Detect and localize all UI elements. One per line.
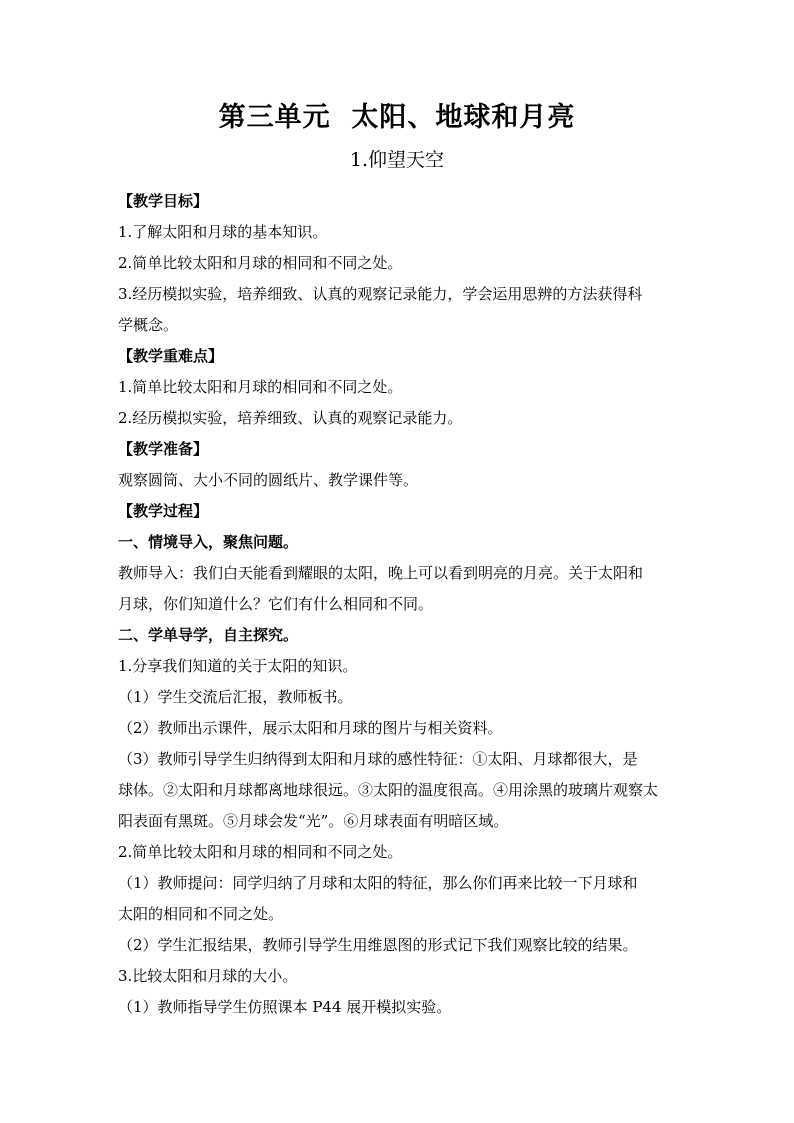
- section-heading: 一、情境导入，聚焦问题。: [118, 533, 299, 551]
- paragraph-line: 学概念。: [118, 316, 179, 334]
- paragraph-line: 太阳的相同和不同之处。: [118, 905, 284, 923]
- paragraph-line: 球体。②太阳和月球都离地球很远。③太阳的温度很高。④用涂黑的玻璃片观察太: [118, 781, 659, 799]
- paragraph-line: 教师导入：我们白天能看到耀眼的太阳，晚上可以看到明亮的月亮。关于太阳和: [118, 564, 644, 582]
- paragraph-line: 2.简单比较太阳和月球的相同和不同之处。: [118, 843, 403, 861]
- document-subtitle: 1.仰望天空: [349, 149, 445, 171]
- document-body: [118, 186, 684, 1023]
- paragraph-line: （2）教师出示课件，展示太阳和月球的图片与相关资料。: [118, 719, 503, 737]
- paragraph-line: （2）学生汇报结果，教师引导学生用维恩图的形式记下我们观察比较的结果。: [118, 936, 638, 954]
- paragraph-line: （3）教师引导学生归纳得到太阳和月球的感性特征：①太阳、月球都很大，是: [118, 750, 638, 768]
- section-heading: 【教学过程】: [118, 502, 209, 520]
- paragraph-line: 3.经历模拟实验，培养细致、认真的观察记录能力，学会运用思辨的方法获得科: [118, 285, 643, 303]
- paragraph-line: 1.了解太阳和月球的基本知识。: [118, 223, 328, 241]
- paragraph-line: 2.简单比较太阳和月球的相同和不同之处。: [118, 254, 403, 272]
- paragraph-line: 3.比较太阳和月球的大小。: [118, 967, 298, 985]
- paragraph-line: （1）教师指导学生仿照课本 P44 展开模拟实验。: [118, 998, 452, 1016]
- paragraph-line: 月球，你们知道什么？它们有什么相同和不同。: [118, 595, 434, 613]
- paragraph-line: （1）教师提问：同学归纳了月球和太阳的特征，那么你们再来比较一下月球和: [118, 874, 638, 892]
- paragraph-line: 2.经历模拟实验，培养细致、认真的观察记录能力。: [118, 409, 463, 427]
- paragraph-line: 观察圆筒、大小不同的圆纸片、教学课件等。: [118, 471, 419, 489]
- section-heading: 【教学准备】: [118, 440, 209, 458]
- paragraph-line: 阳表面有黑斑。⑤月球会发“光”。⑥月球表面有明暗区域。: [118, 812, 509, 830]
- paragraph-line: 1.分享我们知道的关于太阳的知识。: [118, 657, 358, 675]
- section-heading: 【教学重难点】: [118, 347, 224, 365]
- section-heading: 二、学单导学，自主探究。: [118, 626, 299, 644]
- paragraph-line: 1.简单比较太阳和月球的相同和不同之处。: [118, 378, 403, 396]
- document-title: 第三单元 太阳、地球和月亮: [218, 102, 576, 133]
- paragraph-line: （1）学生交流后汇报，教师板书。: [118, 688, 353, 706]
- section-heading: 【教学目标】: [118, 192, 209, 210]
